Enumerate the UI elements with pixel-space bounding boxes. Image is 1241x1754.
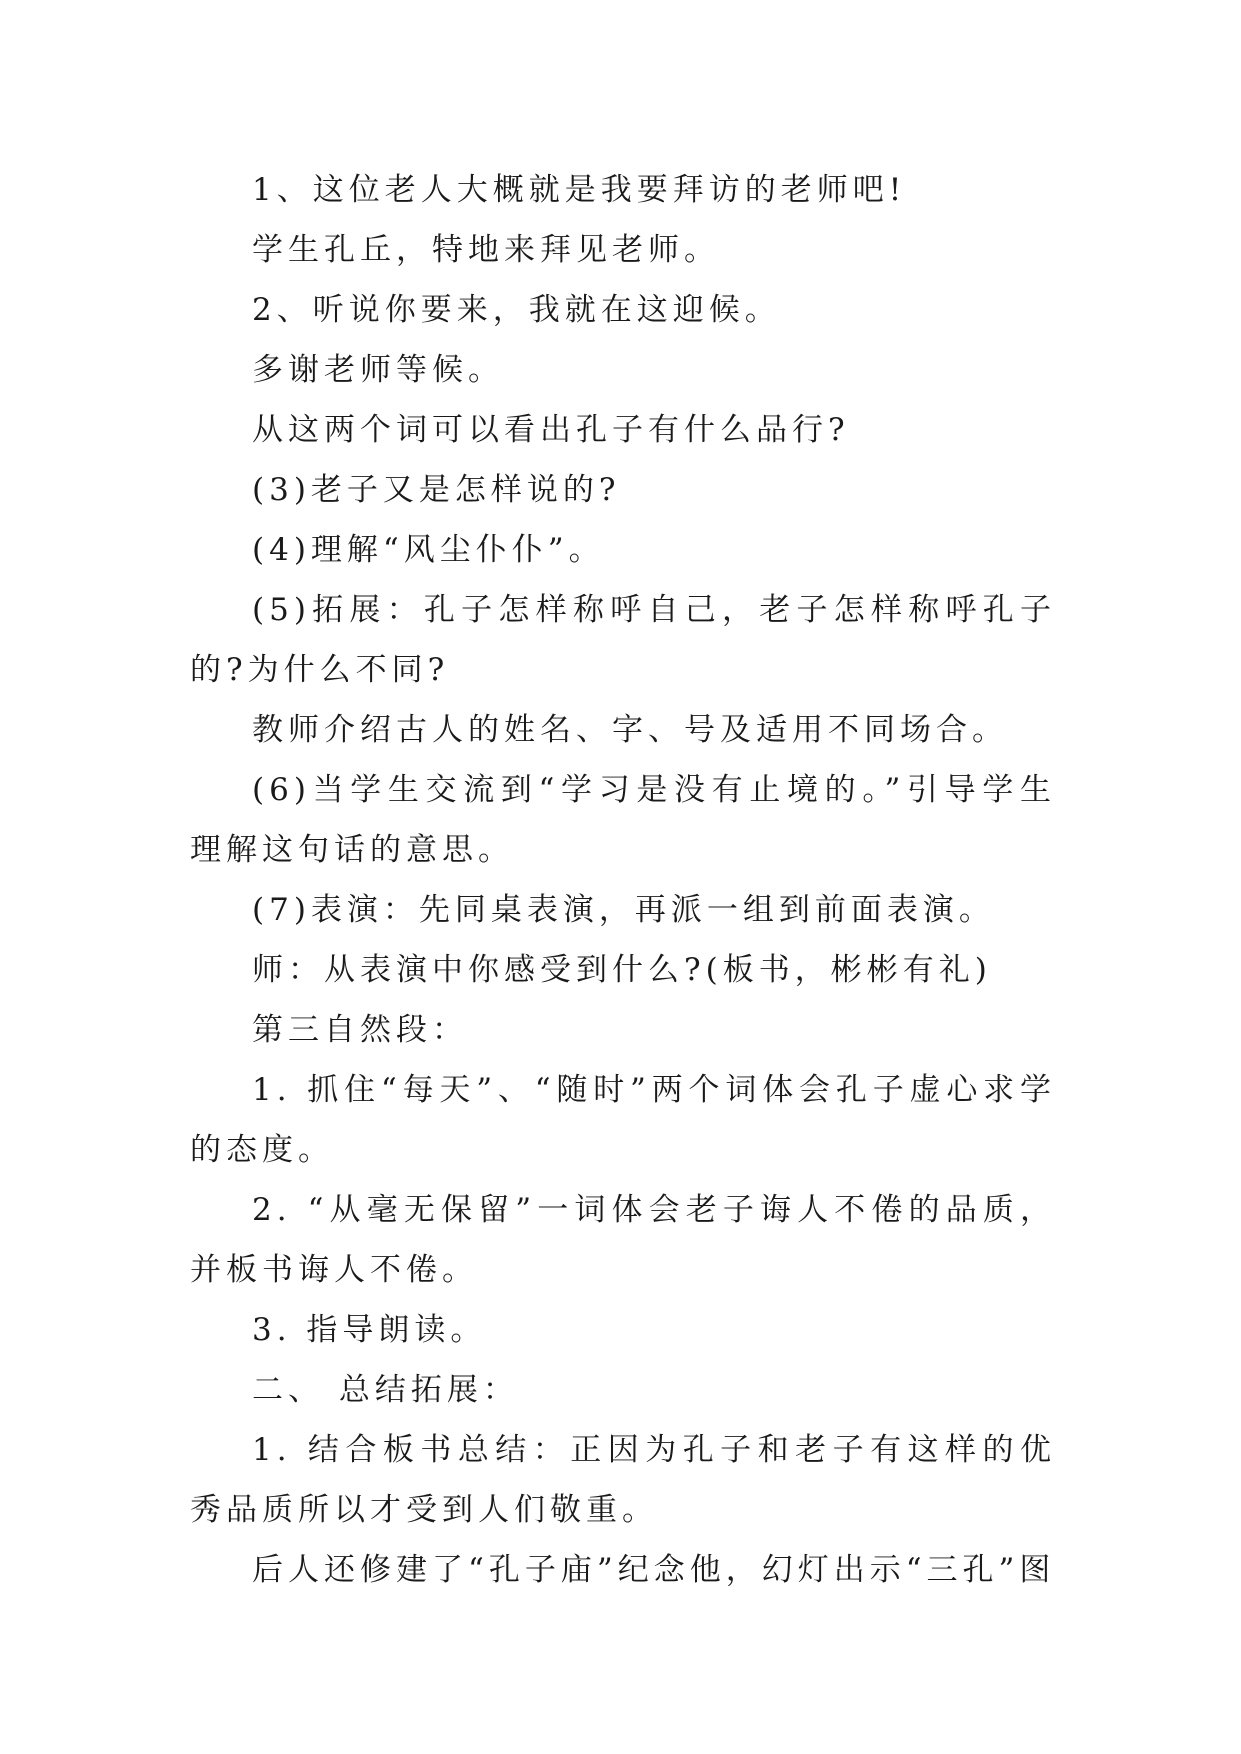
paragraph: 师：从表演中你感受到什么?(板书，彬彬有礼) (252, 952, 992, 988)
paragraph: 2. “从毫无保留”一词体会老子诲人不倦的品质，并板书诲人不倦。 (190, 1192, 1056, 1288)
paragraph: (4)理解“风尘仆仆”。 (252, 532, 605, 568)
paragraph: 1. 结合板书总结：正因为孔子和老子有这样的优秀品质所以才受到人们敬重。 (190, 1432, 1056, 1528)
paragraph: (7)表演：先同桌表演，再派一组到前面表演。 (252, 892, 995, 928)
paragraph: 第三自然段： (252, 1012, 468, 1048)
paragraph: (6)当学生交流到“学习是没有止境的。”引导学生理解这句话的意思。 (190, 772, 1056, 868)
paragraph: (5)拓展：孔子怎样称呼自己，老子怎样称呼孔子的?为什么不同? (190, 592, 1056, 688)
paragraph: 1、这位老人大概就是我要拜访的老师吧! (252, 172, 907, 208)
paragraph: 多谢老师等候。 (252, 352, 504, 388)
paragraph: 教师介绍古人的姓名、字、号及适用不同场合。 (252, 712, 1008, 748)
document-body (190, 160, 1056, 1600)
paragraph: 二、 总结拓展： (252, 1372, 519, 1408)
paragraph: 从这两个词可以看出孔子有什么品行? (252, 412, 850, 448)
paragraph: 2、听说你要来，我就在这迎候。 (252, 292, 781, 328)
paragraph: 学生孔丘，特地来拜见老师。 (252, 232, 720, 268)
paragraph: (3)老子又是怎样说的? (252, 472, 621, 508)
paragraph: 3. 指导朗读。 (252, 1312, 487, 1348)
paragraph: 1. 抓住“每天”、“随时”两个词体会孔子虚心求学的态度。 (190, 1072, 1056, 1168)
paragraph: 后人还修建了“孔子庙”纪念他，幻灯出示“三孔”图 (252, 1552, 1056, 1588)
